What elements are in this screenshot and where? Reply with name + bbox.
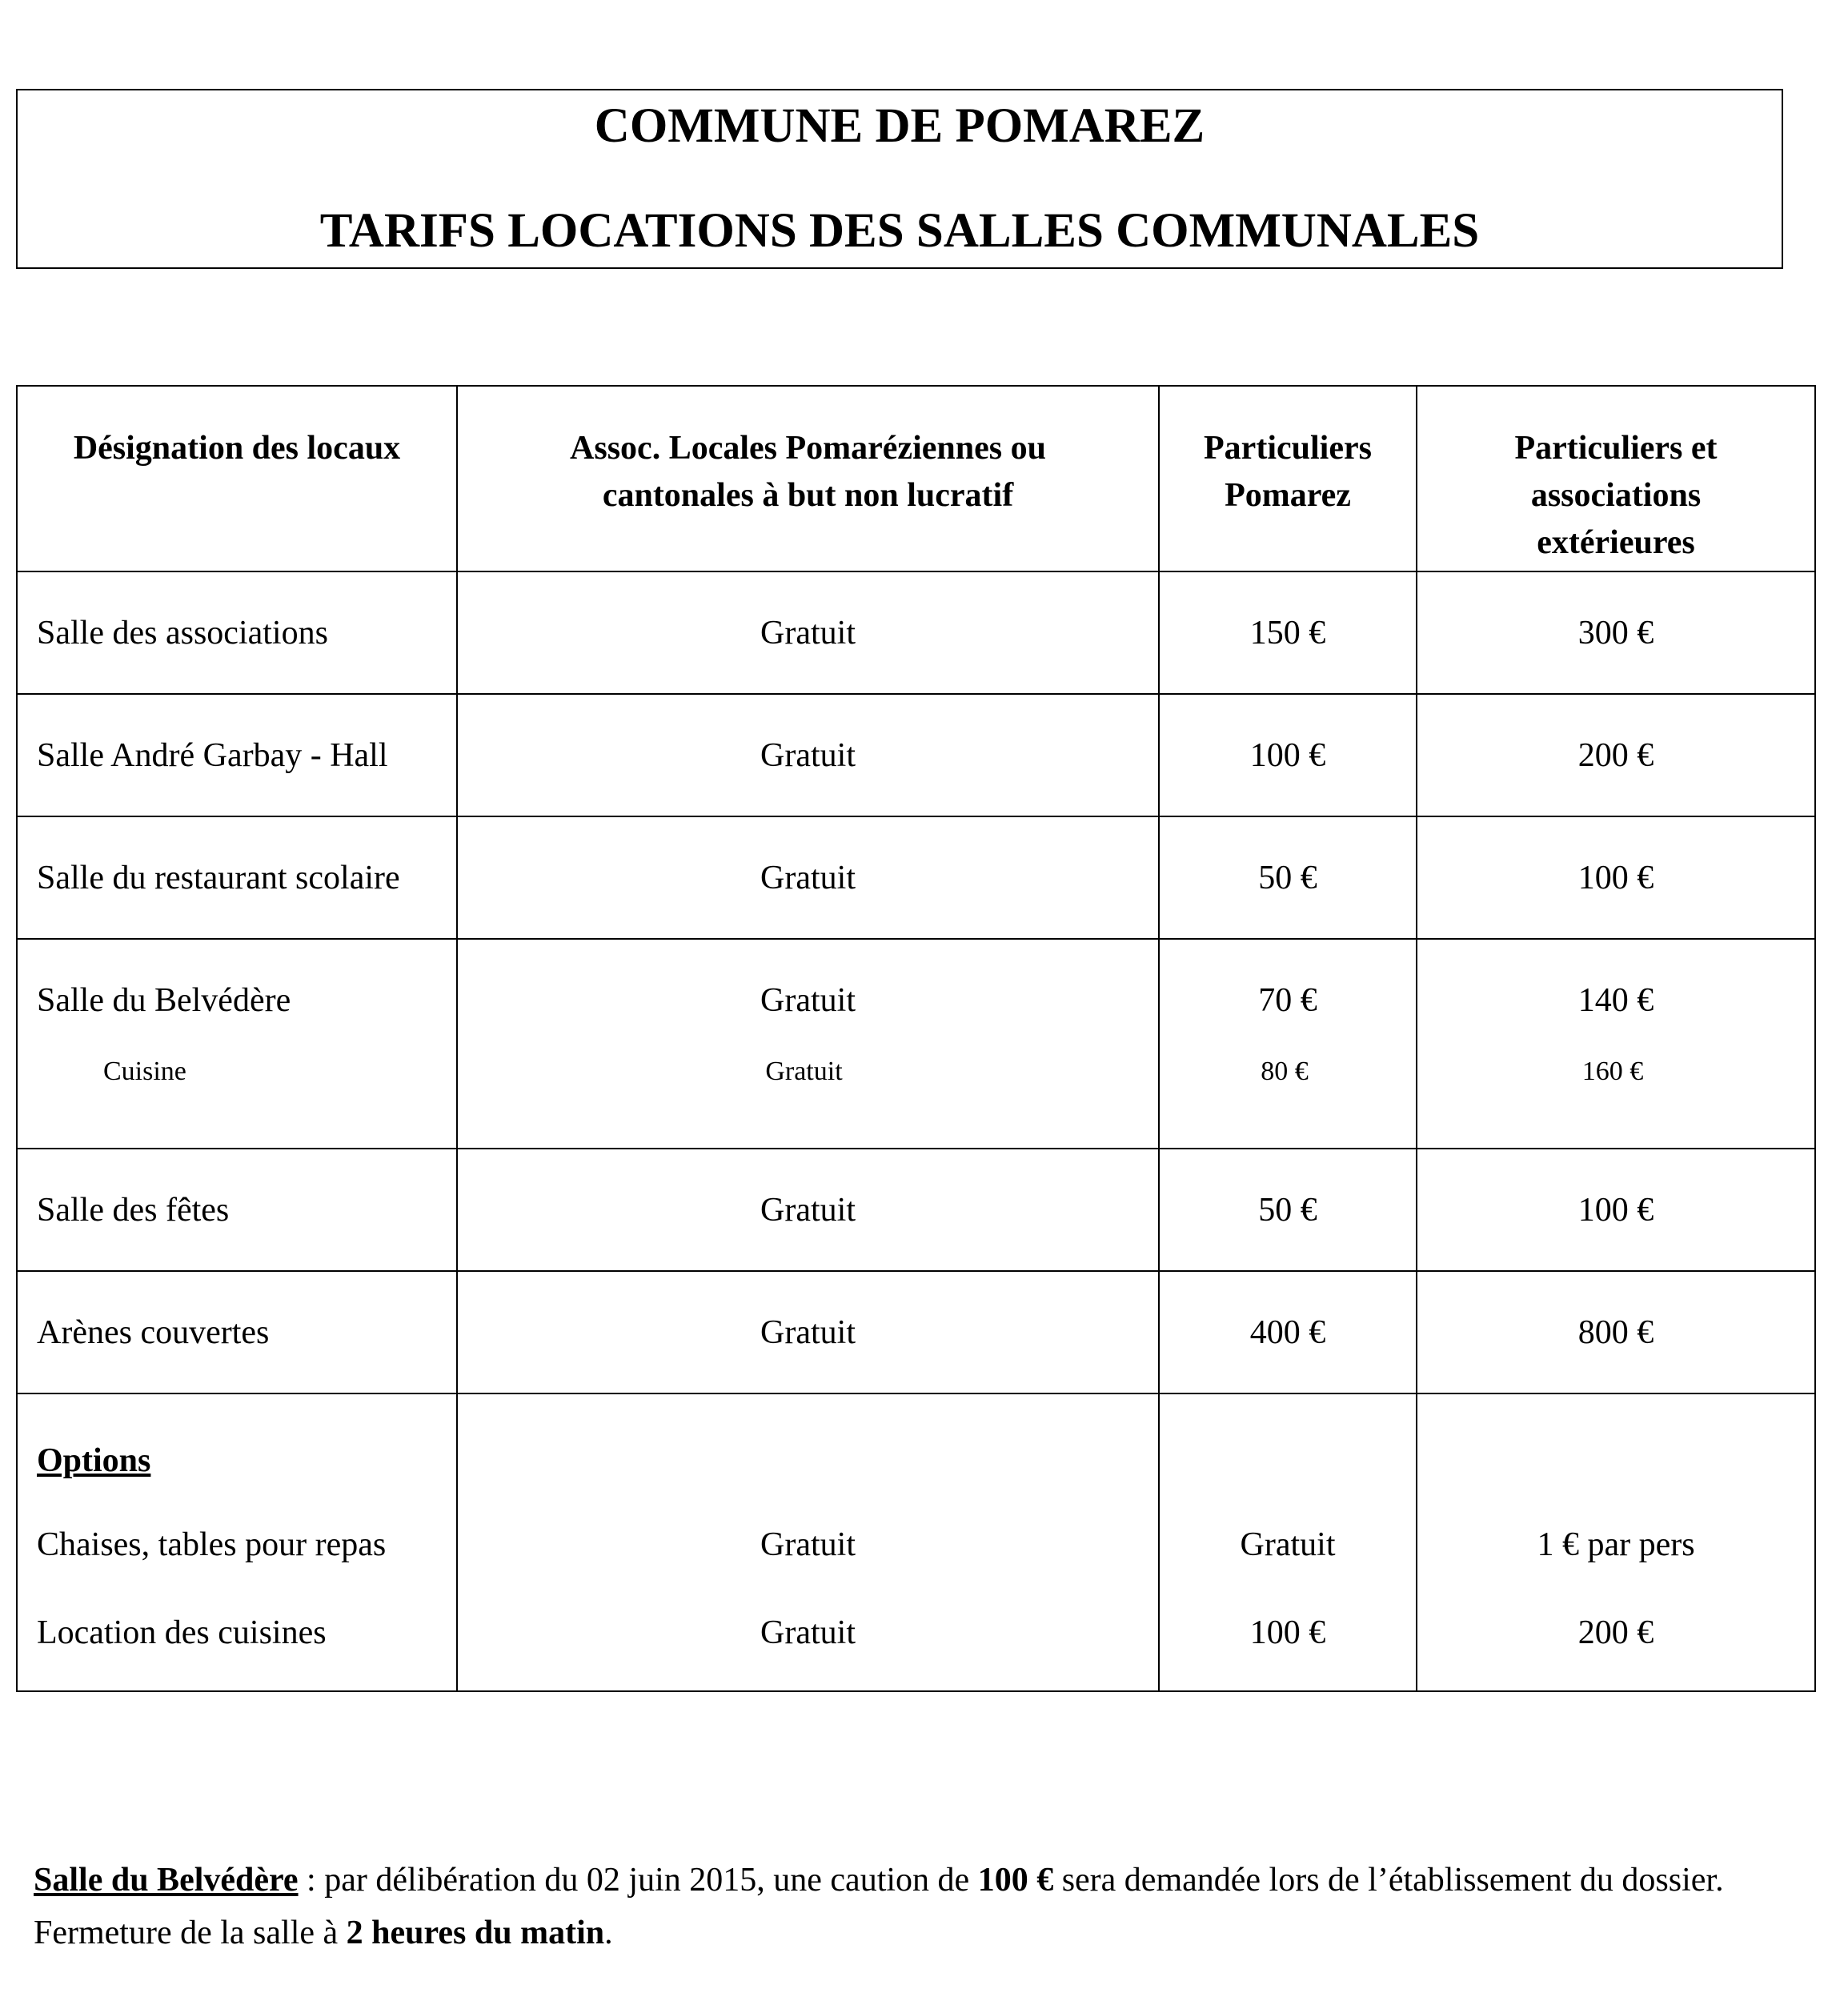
table-row bbox=[17, 939, 1815, 1149]
note-subject: Salle du Belvédère bbox=[34, 1862, 299, 1899]
title-box bbox=[16, 89, 1783, 269]
price-exterieur: 100 € bbox=[1577, 860, 1654, 896]
sub-price-assoc: Gratuit bbox=[765, 1057, 843, 1086]
price-pomarez: 50 € bbox=[1258, 1192, 1317, 1229]
price-pomarez: 70 € bbox=[1258, 982, 1317, 1019]
header-particuliers-pomarez: Particuliers Pomarez bbox=[1159, 386, 1417, 571]
option-name: Location des cuisines bbox=[37, 1614, 327, 1651]
options-heading: Options bbox=[37, 1442, 151, 1479]
note-deposit-amount: 100 € bbox=[977, 1862, 1054, 1899]
option-price-pomarez: Gratuit bbox=[1240, 1526, 1336, 1563]
note-closing-time: 2 heures du matin bbox=[346, 1915, 605, 1951]
price-exterieur: 100 € bbox=[1577, 1192, 1654, 1229]
room-name: Salle du restaurant scolaire bbox=[37, 860, 400, 896]
price-assoc: Gratuit bbox=[760, 615, 856, 652]
room-name: Salle du Belvédère bbox=[37, 982, 291, 1019]
option-price-exterieur: 1 € par pers bbox=[1537, 1526, 1695, 1563]
table-row bbox=[17, 694, 1815, 816]
price-exterieur: 200 € bbox=[1577, 737, 1654, 774]
room-name: Arènes couvertes bbox=[37, 1314, 270, 1351]
price-exterieur: 300 € bbox=[1577, 615, 1654, 652]
price-assoc: Gratuit bbox=[760, 860, 856, 896]
rates-table bbox=[16, 385, 1816, 1692]
note-text: : par délibération du 02 juin 2015, une caution de bbox=[298, 1862, 978, 1899]
price-exterieur: 140 € bbox=[1577, 982, 1654, 1019]
table-row bbox=[17, 571, 1815, 694]
page-title: TARIFS LOCATIONS DES SALLES COMMUNALES bbox=[319, 204, 1480, 258]
price-assoc: Gratuit bbox=[760, 1192, 856, 1229]
header-designation: Désignation des locaux bbox=[17, 386, 457, 571]
table-row bbox=[17, 1271, 1815, 1393]
option-price-assoc: Gratuit bbox=[760, 1614, 856, 1651]
sub-price-exterieur: 160 € bbox=[1581, 1057, 1644, 1086]
price-pomarez: 150 € bbox=[1249, 615, 1326, 652]
option-price-assoc: Gratuit bbox=[760, 1526, 856, 1563]
option-name: Chaises, tables pour repas bbox=[37, 1526, 387, 1563]
price-pomarez: 400 € bbox=[1249, 1314, 1326, 1351]
table-row bbox=[17, 816, 1815, 939]
note-text: . bbox=[604, 1915, 613, 1951]
price-assoc: Gratuit bbox=[760, 982, 856, 1019]
option-price-exterieur: 200 € bbox=[1577, 1614, 1654, 1651]
belvedere-note bbox=[34, 1854, 1794, 1959]
commune-name: COMMUNE DE POMAREZ bbox=[594, 99, 1205, 153]
note-text: sera demandée lors de l’établissement du dossier. Fermeture de la salle à bbox=[34, 1862, 1724, 1951]
price-pomarez: 50 € bbox=[1258, 860, 1317, 896]
sub-price-pomarez: 80 € bbox=[1261, 1057, 1309, 1086]
price-assoc: Gratuit bbox=[760, 737, 856, 774]
header-associations: Assoc. Locales Pomaréziennes ou cantonales à but non lucratif bbox=[457, 386, 1159, 571]
room-name: Salle des associations bbox=[37, 615, 328, 652]
options-row bbox=[17, 1393, 1815, 1691]
price-exterieur: 800 € bbox=[1577, 1314, 1654, 1351]
table-row bbox=[17, 1149, 1815, 1271]
room-name: Salle André Garbay - Hall bbox=[37, 737, 388, 774]
option-price-pomarez: 100 € bbox=[1249, 1614, 1326, 1651]
table-header-row bbox=[17, 386, 1815, 571]
header-particuliers-exterieurs: Particuliers et associations extérieures bbox=[1417, 386, 1815, 571]
price-pomarez: 100 € bbox=[1249, 737, 1326, 774]
sub-room-name: Cuisine bbox=[103, 1057, 186, 1086]
room-name: Salle des fêtes bbox=[37, 1192, 230, 1229]
price-assoc: Gratuit bbox=[760, 1314, 856, 1351]
